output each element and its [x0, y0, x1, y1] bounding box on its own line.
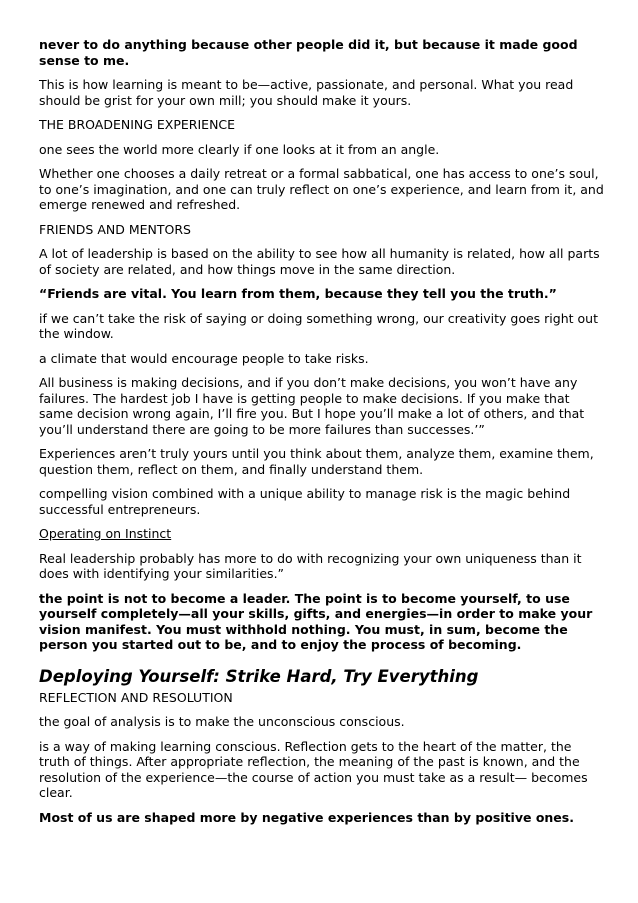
section-label-reflection-resolution: REFLECTION AND RESOLUTION: [39, 689, 233, 705]
paragraph-climate: a climate that would encourage people to take risks.: [39, 350, 369, 366]
paragraph-retreat: Whether one chooses a daily retreat or a formal sabbatical, one has access to one’s soul, to one’s imagination, and one can truly reflect on one’s experience, and learn from it, and emerge renewed and refreshed.: [39, 166, 604, 212]
paragraph-experiences: Experiences aren’t truly yours until you think about them, analyze them, examine them, question them, reflect on them, and finally understand them.: [39, 446, 594, 477]
subheading-operating-on-instinct: Operating on Instinct: [39, 526, 172, 541]
paragraph-uniqueness: Real leadership probably has more to do with recognizing your own uniqueness than it does with identifying your similarities.”: [39, 550, 582, 581]
paragraph-angle: one sees the world more clearly if one looks at it from an angle.: [39, 141, 440, 157]
quote-friends-vital: “Friends are vital. You learn from them, because they tell you the truth.”: [39, 286, 557, 301]
paragraph-humanity: A lot of leadership is based on the ability to see how all humanity is related, how all parts of society are related, and how things move in the same direction.: [39, 246, 600, 277]
paragraph-become-yourself: the point is not to become a leader. The point is to become yourself, to use yourself completely—all your skills, gifts, and energies—in order to make your vision manifest. You must withhold nothing. You must, in sum, become the person you started out to be, and to enjoy the process of becoming.: [39, 590, 593, 652]
paragraph-learning: This is how learning is meant to be—active, passionate, and personal. What you read should be grist for your own mill; you should make it yours.: [39, 77, 574, 108]
section-label-broadening-experience: THE BROADENING EXPERIENCE: [39, 117, 236, 132]
paragraph-decisions: All business is making decisions, and if you don’t make decisions, you won’t have any failures. The hardest job I have is getting people to make decisions. If you make that same decision wrong again, I’ll fire you. But I hope you’ll make a lot of others, and that you’ll understand there are going to be more failures than successes.’”: [39, 375, 585, 437]
paragraph-negative-experiences: Most of us are shaped more by negative experiences than by positive ones.: [39, 809, 574, 825]
paragraph-vision: compelling vision combined with a unique ability to manage risk is the magic behind successful entrepreneurs.: [39, 486, 571, 517]
document-page: [39, 37, 604, 834]
paragraph-analysis: the goal of analysis is to make the unconscious conscious.: [39, 714, 405, 729]
paragraph-reflection: is a way of making learning conscious. Reflection gets to the heart of the matter, the truth of things. After appropriate reflection, the meaning of the past is known, and the resolution of the experience—the course of action you must take as a result— becomes clear.: [39, 738, 588, 800]
heading-deploying-yourself: Deploying Yourself: Strike Hard, Try Everything: [39, 666, 479, 686]
paragraph-good-sense: never to do anything because other people did it, but because it made good sense to me.: [39, 37, 578, 68]
paragraph-risk: if we can’t take the risk of saying or doing something wrong, our creativity goes right out the window.: [39, 310, 598, 341]
section-label-friends-mentors: FRIENDS AND MENTORS: [39, 221, 191, 237]
